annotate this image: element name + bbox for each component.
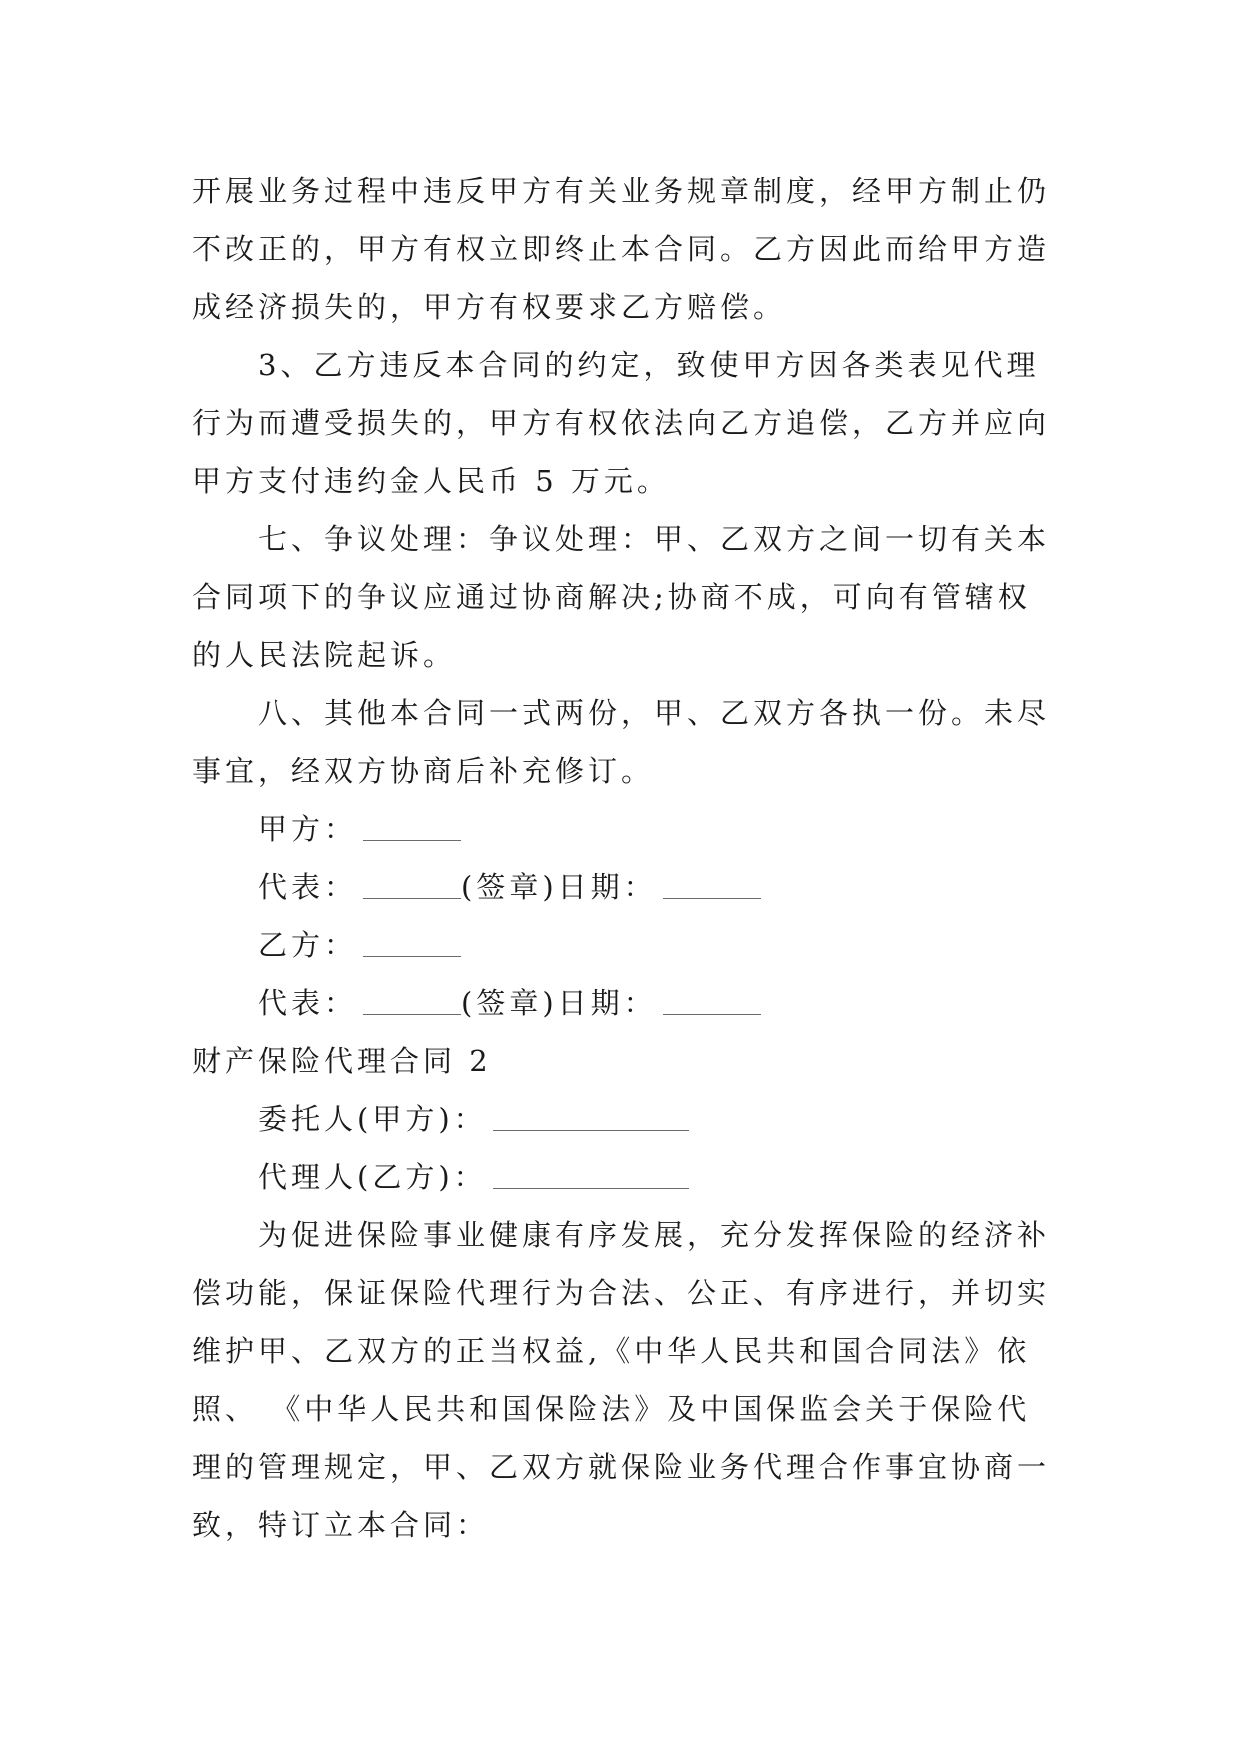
principal-label: 委托人(甲方)： [258, 1102, 487, 1136]
text-line: 3、乙方违反本合同的约定，致使甲方因各类表见代理 [258, 348, 1040, 382]
party-a-blank [363, 839, 461, 841]
text-line: 理的管理规定，甲、乙双方就保险业务代理合作事宜协商一 [192, 1450, 1051, 1484]
text-line: 七、争议处理：争议处理：甲、乙双方之间一切有关本 [258, 522, 1051, 556]
text-line: 照、 《中华人民共和国保险法》及中国保监会关于保险代 [192, 1392, 1031, 1426]
text-line: 甲方支付违约金人民币 5 万元。 [192, 464, 670, 498]
section-title: 财产保险代理合同 2 [192, 1044, 492, 1078]
party-b-blank [363, 955, 461, 957]
document-body [192, 162, 1052, 1554]
text-line: 八、其他本合同一式两份，甲、乙双方各执一份。未尽 [258, 696, 1051, 730]
party-b-representative-line [192, 974, 1052, 1032]
date-blank [663, 1013, 761, 1015]
text-line: 事宜，经双方协商后补充修订。 [192, 754, 655, 788]
seal-date-label: (签章)日期： [461, 986, 657, 1020]
text-line: 成经济损失的，甲方有权要求乙方赔偿。 [192, 290, 787, 324]
representative-blank [363, 1013, 461, 1015]
text-line: 偿功能，保证保险代理行为合法、公正、有序进行，并切实 [192, 1276, 1051, 1310]
principal-line [192, 1090, 1052, 1148]
party-a-representative-line [192, 858, 1052, 916]
text-line: 为促进保险事业健康有序发展，充分发挥保险的经济补 [258, 1218, 1051, 1252]
text-line: 不改正的，甲方有权立即终止本合同。乙方因此而给甲方造 [192, 232, 1051, 266]
representative-label: 代表： [258, 870, 358, 904]
text-line: 的人民法院起诉。 [192, 638, 457, 672]
text-line: 合同项下的争议应通过协商解决;协商不成，可向有管辖权 [192, 580, 1031, 614]
text-line: 开展业务过程中违反甲方有关业务规章制度，经甲方制止仍 [192, 174, 1051, 208]
principal-blank [493, 1129, 689, 1131]
representative-label: 代表： [258, 986, 358, 1020]
party-b-line [192, 916, 1052, 974]
agent-blank [493, 1187, 689, 1189]
representative-blank [363, 897, 461, 899]
agent-label: 代理人(乙方)： [258, 1160, 487, 1194]
text-line: 致，特订立本合同： [192, 1508, 490, 1542]
date-blank [663, 897, 761, 899]
seal-date-label: (签章)日期： [461, 870, 657, 904]
party-b-label: 乙方： [258, 928, 358, 962]
text-line: 行为而遭受损失的，甲方有权依法向乙方追偿，乙方并应向 [192, 406, 1051, 440]
party-a-line [192, 800, 1052, 858]
agent-line [192, 1148, 1052, 1206]
party-a-label: 甲方： [258, 812, 358, 846]
text-line: 维护甲、乙双方的正当权益,《中华人民共和国合同法》依 [192, 1334, 1031, 1368]
